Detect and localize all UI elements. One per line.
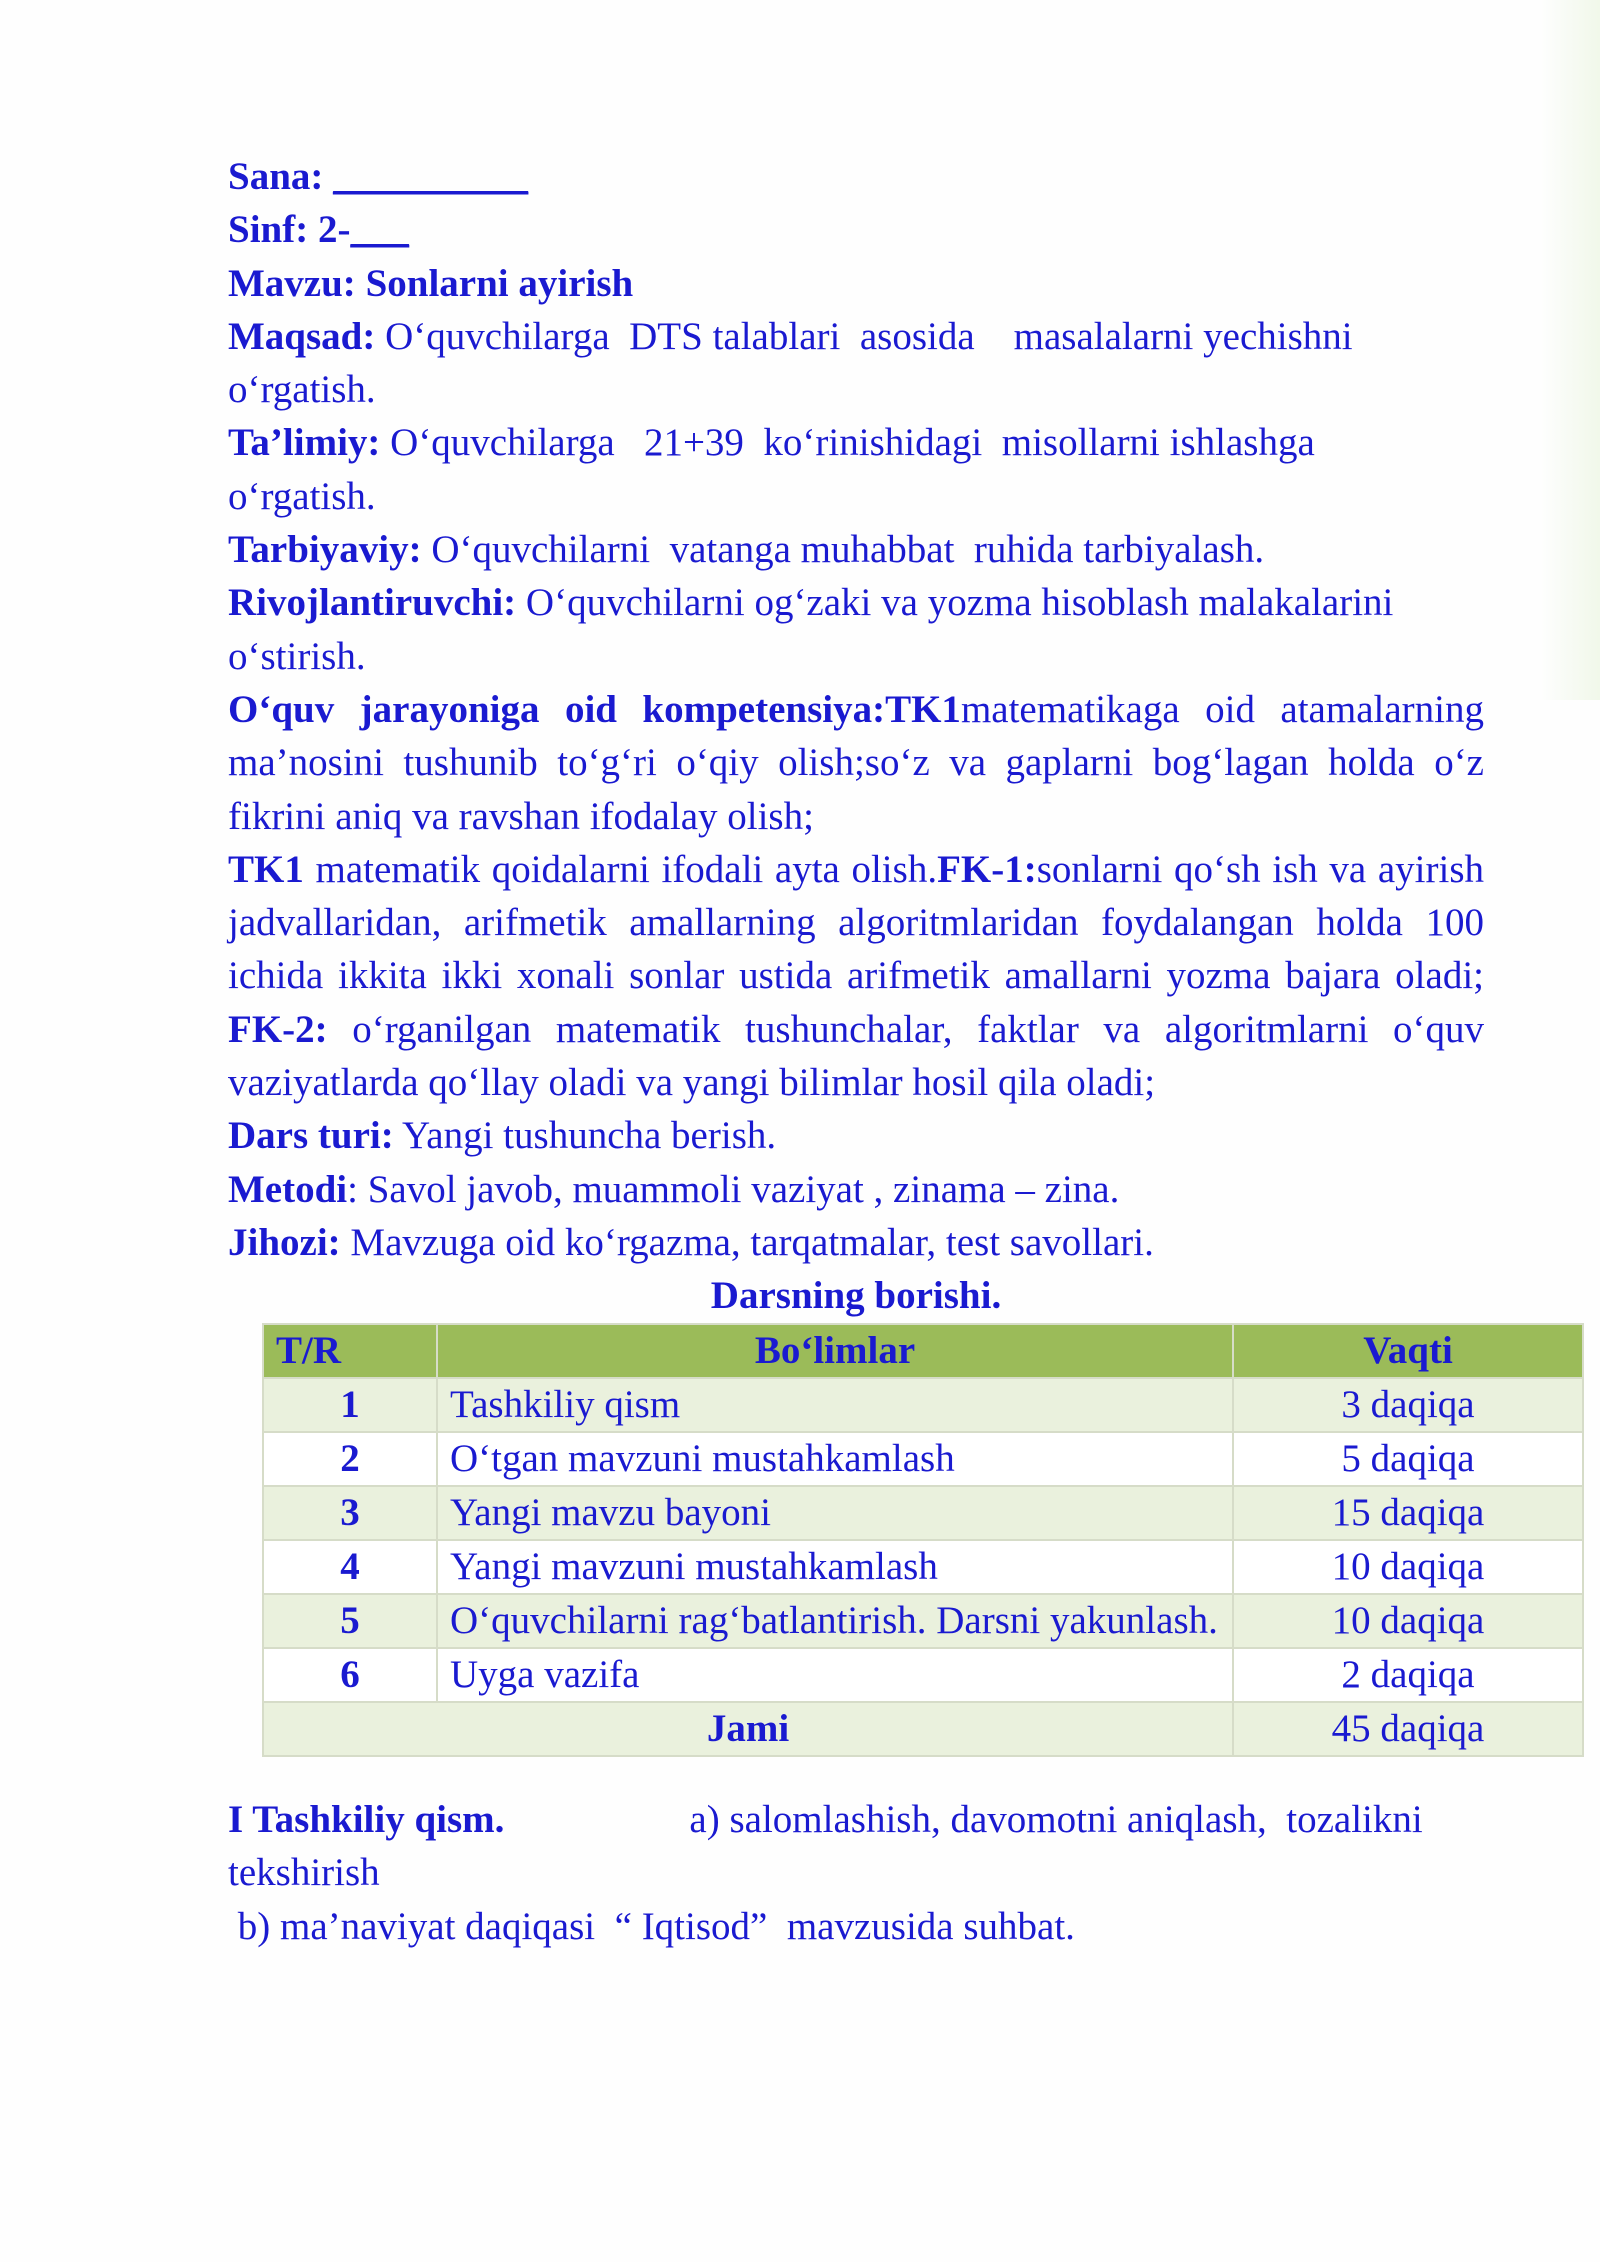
- table-row: [263, 1540, 1583, 1594]
- competence-detail-paragraph: [228, 843, 1484, 1109]
- row-number: 6: [263, 1648, 437, 1702]
- page-edge-shade: [1540, 0, 1600, 700]
- header-sections: Bo‘limlar: [437, 1324, 1233, 1378]
- developing-text-1: O‘quvchilarni og‘zaki va yozma hisoblash malakalarini: [516, 581, 1394, 625]
- goal-label: Maqsad:: [228, 314, 376, 358]
- class-label: Sinf:: [228, 208, 309, 252]
- table-row: [263, 1486, 1583, 1540]
- fk2-text: o‘rganilgan matematik tushunchalar, faktlar va algoritmlarni o‘quv vaziyatlarda qo‘llay oladi va yangi bilimlar hosil qila oladi;: [228, 1007, 1484, 1105]
- method-line: [228, 1163, 1484, 1216]
- educational-text-1: O‘quvchilarga 21+39 ko‘rinishidagi misollarni ishlashga: [380, 421, 1315, 465]
- educational-line-2: o‘rgatish.: [228, 474, 376, 518]
- method-text: : Savol javob, muammoli vaziyat , zinama – zina.: [347, 1167, 1120, 1211]
- lesson-type-text: Yangi tushuncha berish.: [393, 1114, 777, 1158]
- row-time: 3 daqiqa: [1233, 1378, 1583, 1432]
- row-section: Yangi mavzuni mustahkamlash: [437, 1540, 1233, 1594]
- date-label: Sana:: [228, 155, 324, 198]
- class-value: 2-: [317, 208, 351, 252]
- row-number: 2: [263, 1432, 437, 1486]
- total-label: Jami: [263, 1702, 1233, 1756]
- equipment-label: Jihozi:: [228, 1220, 341, 1264]
- topic-label: Mavzu:: [228, 261, 356, 305]
- upbringing-text: O‘quvchilarni vatanga muhabbat ruhida tarbiyalash.: [421, 528, 1265, 572]
- organizational-section: [228, 1793, 1484, 1953]
- class-line: [228, 203, 1484, 256]
- section-1-item-b: b) ma’naviyat daqiqasi “ Iqtisod” mavzusida suhbat.: [228, 1904, 1075, 1948]
- row-section: O‘quvchilarni rag‘batlantirish. Darsni yakunlash.: [437, 1594, 1233, 1648]
- row-section: Tashkiliy qism: [437, 1378, 1233, 1432]
- educational-label: Ta’limiy:: [228, 421, 381, 465]
- lesson-flow-title: Darsning borishi.: [710, 1274, 1002, 1318]
- row-number: 1: [263, 1378, 437, 1432]
- tk1-label: TK1: [228, 847, 304, 891]
- row-time: 5 daqiqa: [1233, 1432, 1583, 1486]
- fk1-text: sonlarni qo‘sh ish va ayirish jadvallaridan, arifmetik amallarning algoritmlaridan foydalangan holda 100 ichida ikkita ikki xonali sonlar ustida arifmetik amallarni yozma bajara oladi;: [228, 847, 1484, 998]
- developing-line: [228, 576, 1484, 629]
- row-section: Uyga vazifa: [437, 1648, 1233, 1702]
- table-row: [263, 1378, 1583, 1432]
- upbringing-label: Tarbiyaviy:: [228, 528, 422, 572]
- equipment-line: [228, 1216, 1484, 1269]
- fk1-label: FK-1:: [937, 847, 1037, 891]
- table-total-row: [263, 1702, 1583, 1756]
- competence-label: O‘quv jarayoniga oid kompetensiya:TK1: [228, 687, 961, 731]
- row-time: 10 daqiqa: [1233, 1540, 1583, 1594]
- educational-line: [228, 416, 1484, 469]
- total-time: 45 daqiqa: [1233, 1702, 1583, 1756]
- date-blank: __________: [333, 155, 529, 198]
- upbringing-line: [228, 523, 1484, 576]
- equipment-text: Mavzuga oid ko‘rgazma, tarqatmalar, test savollari.: [340, 1220, 1154, 1264]
- section-1-item-a: a) salomlashish, davomotni aniqlash, tozalikni: [689, 1798, 1423, 1841]
- topic-value: Sonlarni ayirish: [365, 261, 634, 305]
- developing-line-2: o‘stirish.: [228, 634, 366, 678]
- row-time: 10 daqiqa: [1233, 1594, 1583, 1648]
- table-row: [263, 1432, 1583, 1486]
- goal-text-1: O‘quvchilarga DTS talablari asosida masalalarni yechishni: [375, 314, 1353, 358]
- lesson-plan-body: [228, 150, 1484, 1323]
- lesson-type-label: Dars turi:: [228, 1114, 394, 1158]
- method-label: Metodi: [228, 1167, 348, 1211]
- fk2-label: FK-2:: [228, 1007, 328, 1051]
- competence-paragraph: [228, 683, 1484, 843]
- section-1-item-a-cont: tekshirish: [228, 1851, 380, 1895]
- date-line: [228, 150, 1484, 203]
- class-blank: ___: [350, 208, 409, 252]
- section-1-heading: I Tashkiliy qism.: [228, 1798, 505, 1841]
- lesson-type-line: [228, 1109, 1484, 1162]
- row-section: O‘tgan mavzuni mustahkamlash: [437, 1432, 1233, 1486]
- developing-label: Rivojlantiruvchi:: [228, 581, 517, 625]
- table-row: [263, 1594, 1583, 1648]
- tk1-text: matematik qoidalarni ifodali ayta olish.: [303, 847, 938, 891]
- competence-text: matematikaga oid atamalarning ma’nosini tushunib to‘g‘ri o‘qiy olish;so‘z va gaplarni bog‘lagan holda o‘z fikrini aniq va ravshan ifodalay olish;: [228, 687, 1484, 838]
- header-number: T/R: [263, 1324, 437, 1378]
- section-1-line: [228, 1793, 1484, 1846]
- header-time: Vaqti: [1233, 1324, 1583, 1378]
- topic-line: [228, 257, 1484, 310]
- table-row: [263, 1648, 1583, 1702]
- row-time: 2 daqiqa: [1233, 1648, 1583, 1702]
- row-number: 5: [263, 1594, 437, 1648]
- row-section: Yangi mavzu bayoni: [437, 1486, 1233, 1540]
- row-time: 15 daqiqa: [1233, 1486, 1583, 1540]
- goal-line-2: o‘rgatish.: [228, 368, 376, 412]
- table-header-row: [263, 1324, 1583, 1378]
- row-number: 3: [263, 1486, 437, 1540]
- lesson-flow-table: [262, 1323, 1584, 1757]
- row-number: 4: [263, 1540, 437, 1594]
- goal-line: [228, 310, 1484, 363]
